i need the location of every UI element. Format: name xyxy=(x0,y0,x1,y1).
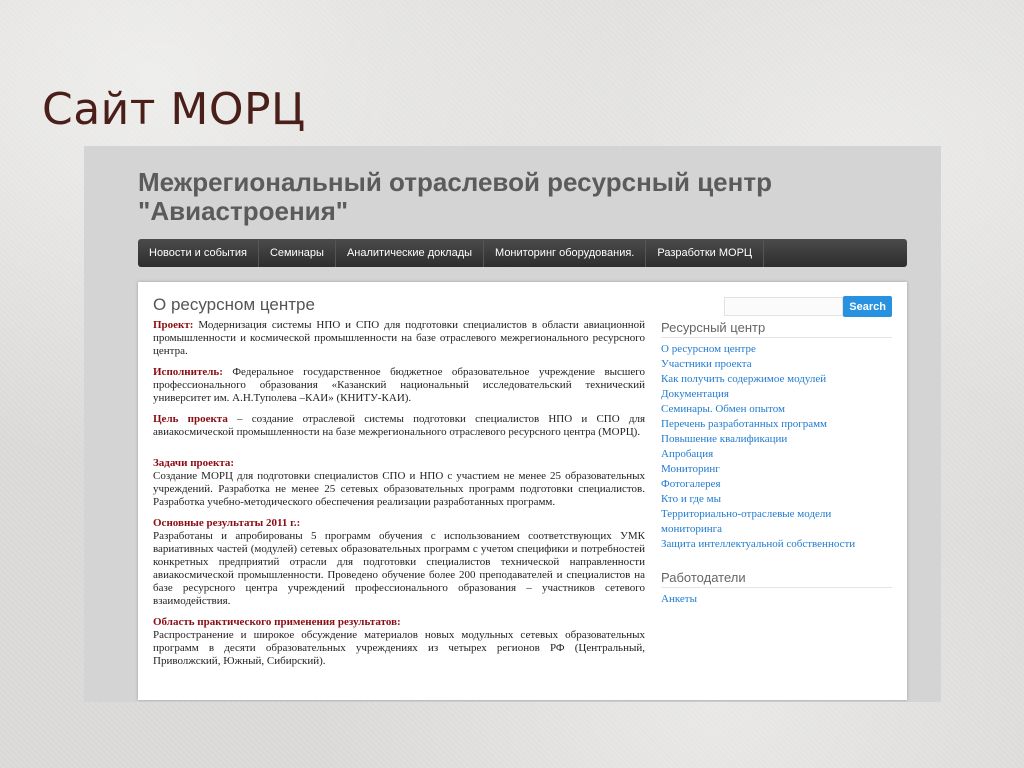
results-label: Основные результаты 2011 г.: xyxy=(153,517,301,529)
sidebar-link-programs[interactable]: Перечень разработанных программ xyxy=(661,418,828,430)
sidebar-link-seminars[interactable]: Семинары. Обмен опытом xyxy=(661,403,785,415)
executor-text: Федеральное государственное бюджетное образовательное учреждение высшего профессионального образования «Казанский национальный исследовательский технический университет им. А.Н.Туполева –КАИ» (КНИТУ-КАИ). xyxy=(153,366,645,404)
search-form xyxy=(661,296,892,317)
content-panel xyxy=(138,282,907,700)
site-header-line2: "Авиастроения" xyxy=(138,196,349,226)
sidebar-link-qualification[interactable]: Повышение квалификации xyxy=(661,433,788,445)
tasks-label: Задачи проекта: xyxy=(153,457,235,469)
resource-links-list xyxy=(661,342,892,552)
site-header xyxy=(138,168,918,226)
executor-paragraph xyxy=(153,366,645,405)
application-text: Распространение и широкое обсуждение материалов новых модульных сетевых образовательных программ в десяти образовательных учреждениях из четырех регионов РФ (Центральный, Приволжский, Южный, Сибирский). xyxy=(153,629,645,667)
article-body xyxy=(153,319,645,676)
sidebar-link-documentation[interactable]: Документация xyxy=(661,388,729,400)
slide-title: Сайт МОРЦ xyxy=(42,84,306,135)
results-paragraph xyxy=(153,517,645,608)
search-input[interactable] xyxy=(724,297,843,316)
sidebar-link-about[interactable]: О ресурсном центре xyxy=(661,343,756,355)
project-text: Модернизация системы НПО и СПО для подготовки специалистов в области авиационной промышленности и космической промышленности на базе отраслевого межрегионального ресурсного центра. xyxy=(153,319,645,357)
site-header-line1: Межрегиональный отраслевой ресурсный центр xyxy=(138,167,772,197)
page-title: О ресурсном центре xyxy=(153,295,315,314)
goal-paragraph xyxy=(153,413,645,439)
sidebar-link-get-modules[interactable]: Как получить содержимое модулей xyxy=(661,373,827,385)
results-text: Разработаны и апробированы 5 программ обучения с использованием соответствующих УМК вариативных частей (модулей) сетевых образовательных программ с учетом специфики и потребностей конкретных предприятий отрасли для подготовки специалистов технической направленности авиакосмической промышленности. Проведено обучение более 200 преподавателей и специалистов на базе ресурсного центра учреждений профессионального образования – участников сетевого взаимодействия. xyxy=(153,530,645,607)
application-label: Область практического применения результатов: xyxy=(153,616,401,628)
nav-item-reports[interactable]: Аналитические доклады xyxy=(336,239,484,267)
sidebar-link-participants[interactable]: Участники проекта xyxy=(661,358,752,370)
tasks-text: Создание МОРЦ для подготовки специалистов СПО и НПО с участием не менее 25 образовательных учреждений. Разработка не менее 25 сетевых образовательных программ подготовки специалистов. Разработка учебно-методического обеспечения реализации разработанных программ. xyxy=(153,470,645,508)
website-screenshot xyxy=(84,146,941,702)
nav-item-developments[interactable]: Разработки МОРЦ xyxy=(646,239,764,267)
sidebar xyxy=(661,296,892,607)
goal-label: Цель проекта xyxy=(153,413,228,425)
paragraph-spacer xyxy=(153,447,645,457)
project-label: Проект: xyxy=(153,319,194,331)
sidebar-link-monitoring[interactable]: Мониторинг xyxy=(661,463,720,475)
executor-label: Исполнитель: xyxy=(153,366,223,378)
nav-item-monitoring[interactable]: Мониторинг оборудования. xyxy=(484,239,646,267)
sidebar-link-who-where[interactable]: Кто и где мы xyxy=(661,493,722,505)
sidebar-heading-resource-center: Ресурсный центр xyxy=(661,320,892,338)
search-button[interactable]: Search xyxy=(843,296,892,317)
sidebar-link-models[interactable]: Территориально-отраслевые модели мониторинга xyxy=(661,508,832,535)
sidebar-heading-employers: Работодатели xyxy=(661,570,892,588)
application-paragraph xyxy=(153,616,645,668)
project-paragraph xyxy=(153,319,645,358)
sidebar-link-approbation[interactable]: Апробация xyxy=(661,448,714,460)
nav-item-seminars[interactable]: Семинары xyxy=(259,239,336,267)
sidebar-link-ip-protection[interactable]: Защита интеллектуальной собственности xyxy=(661,538,856,550)
main-navbar xyxy=(138,239,907,267)
nav-item-news[interactable]: Новости и события xyxy=(138,239,259,267)
sidebar-link-gallery[interactable]: Фотогалерея xyxy=(661,478,721,490)
goal-text: – создание отраслевой системы подготовки специалистов НПО и СПО для авиакосмической промышленности на базе межрегионального отраслевого ресурсного центра (МОРЦ). xyxy=(153,413,646,438)
tasks-paragraph xyxy=(153,457,645,509)
employers-links-list xyxy=(661,592,892,607)
sidebar-link-questionnaires[interactable]: Анкеты xyxy=(661,593,697,605)
